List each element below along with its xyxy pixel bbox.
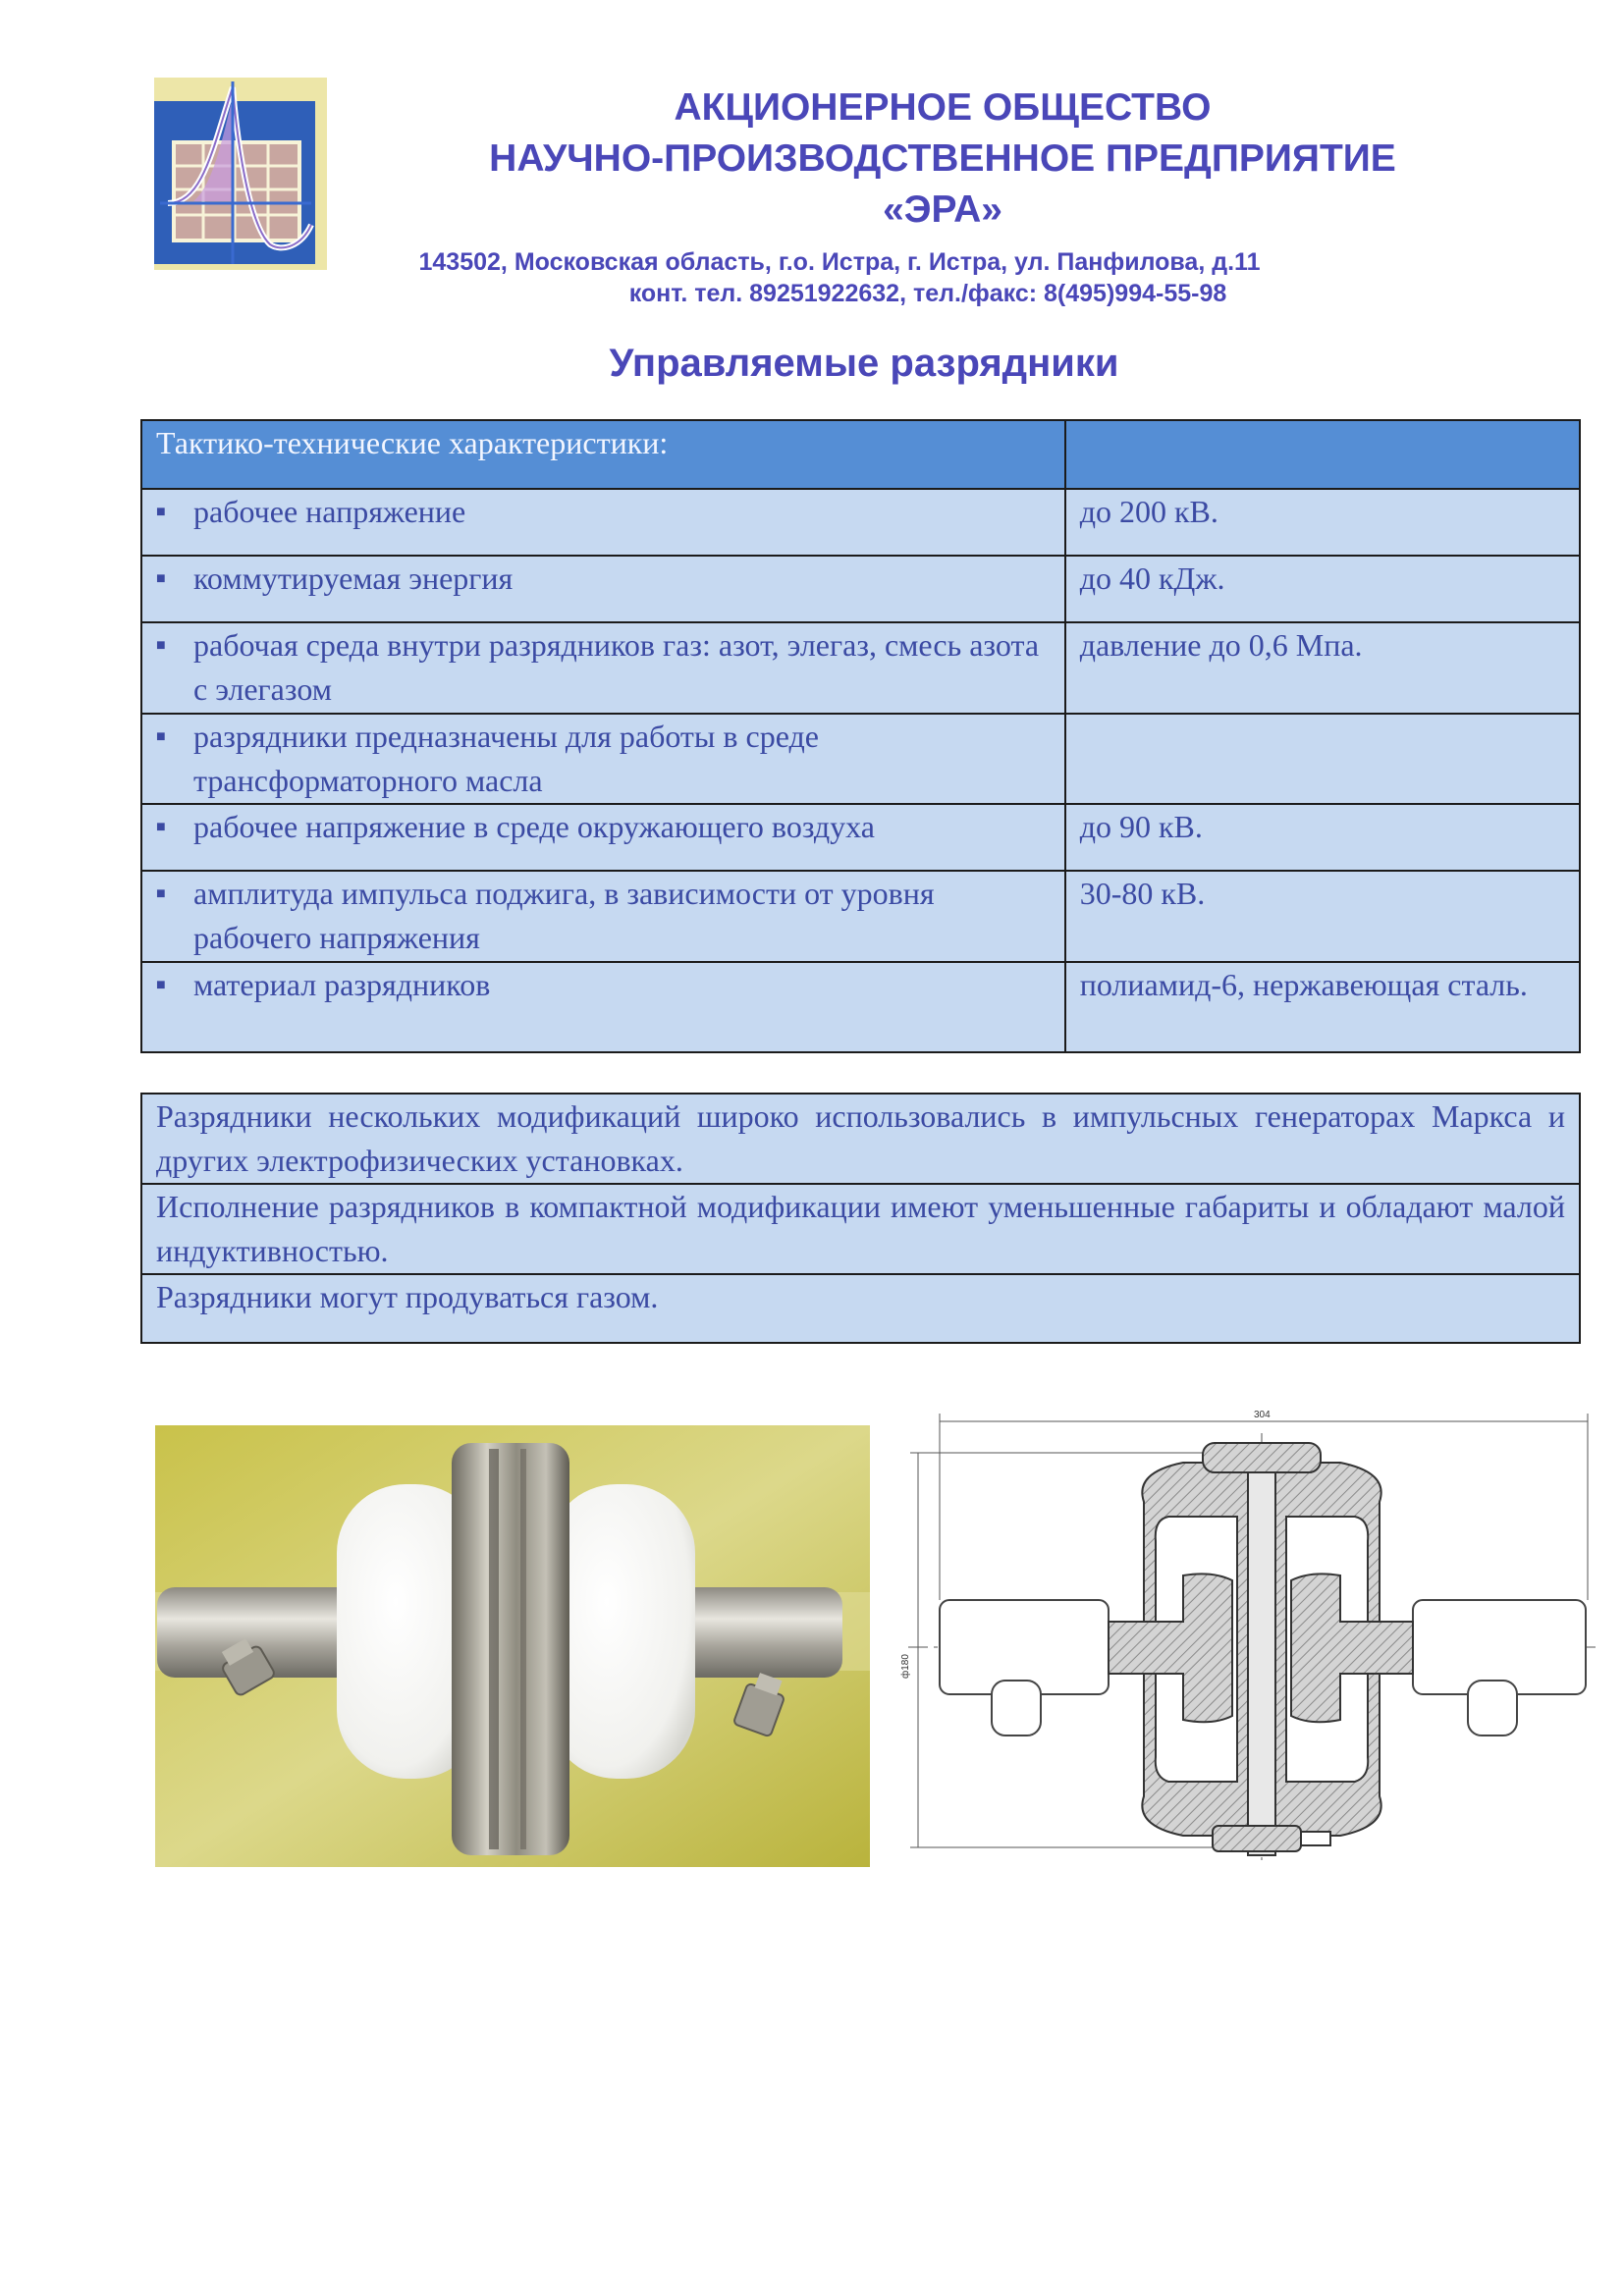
org-name-line1: АКЦИОНЕРНОЕ ОБЩЕСТВО [674, 86, 1212, 129]
note-row [141, 1094, 1580, 1184]
spec-value: полиамид-6, нержавеющая сталь. [1065, 962, 1580, 1052]
spec-row [141, 871, 1580, 962]
note-row [141, 1274, 1580, 1343]
company-address: 143502, Московская область, г.о. Истра, г. Истра, ул. Панфилова, д.11 [418, 248, 1261, 276]
drawing-dim-width: 304 [1254, 1410, 1271, 1420]
spec-value: до 40 кДж. [1065, 556, 1580, 622]
note-text: Разрядники нескольких модификаций широко использовались в импульсных генераторах Маркса и других электрофизических установках. [141, 1094, 1580, 1184]
company-logo [154, 78, 327, 270]
note-text: Исполнение разрядников в компактной модификации имеют уменьшенные габариты и обладают малой индуктивностью. [141, 1184, 1580, 1274]
technical-drawing [889, 1404, 1605, 1865]
spec-label: коммутируемая энергия [193, 561, 514, 596]
square-bullet-icon: ■ [156, 977, 166, 993]
spec-value: давление до 0,6 Мпа. [1065, 622, 1580, 714]
company-contacts: конт. тел. 89251922632, тел./факс: 8(495)994-55-98 [628, 280, 1227, 307]
square-bullet-icon: ■ [156, 504, 166, 520]
square-bullet-icon: ■ [156, 570, 166, 587]
spec-row [141, 804, 1580, 871]
square-bullet-icon: ■ [156, 819, 166, 835]
spec-value: 30-80 кВ. [1065, 871, 1580, 962]
spec-label: рабочее напряжение в среде окружающего воздуха [193, 809, 875, 844]
spec-row [141, 556, 1580, 622]
spec-header-value [1065, 420, 1580, 489]
spec-value [1065, 714, 1580, 804]
spec-label: рабочее напряжение [193, 494, 466, 529]
spec-label: амплитуда импульса поджига, в зависимости от уровня рабочего напряжения [193, 876, 935, 955]
square-bullet-icon: ■ [156, 728, 166, 745]
note-row [141, 1184, 1580, 1274]
drawing-dim-height: ф180 [900, 1654, 911, 1679]
spec-row [141, 622, 1580, 714]
spec-row [141, 714, 1580, 804]
square-bullet-icon: ■ [156, 885, 166, 902]
org-name-line2: НАУЧНО-ПРОИЗВОДСТВЕННОЕ ПРЕДПРИЯТИЕ [489, 137, 1396, 180]
spec-label: разрядники предназначены для работы в среде трансформаторного масла [193, 719, 819, 798]
org-name-line3: «ЭРА» [883, 188, 1002, 231]
spec-label: материал разрядников [193, 967, 491, 1002]
spec-value: до 90 кВ. [1065, 804, 1580, 871]
note-text: Разрядники могут продуваться газом. [141, 1274, 1580, 1343]
spec-table [140, 419, 1581, 1053]
spec-header-label: Тактико-технические характеристики: [141, 420, 1065, 489]
spec-label: рабочая среда внутри разрядников газ: азот, элегаз, смесь азота с элегазом [193, 627, 1040, 707]
square-bullet-icon: ■ [156, 637, 166, 654]
notes-table [140, 1093, 1581, 1344]
spec-value: до 200 кВ. [1065, 489, 1580, 556]
spec-row [141, 962, 1580, 1052]
spec-table-header [141, 420, 1580, 489]
spec-row [141, 489, 1580, 556]
spark-gap-photo [155, 1425, 870, 1867]
document-title: Управляемые разрядники [609, 342, 1119, 385]
